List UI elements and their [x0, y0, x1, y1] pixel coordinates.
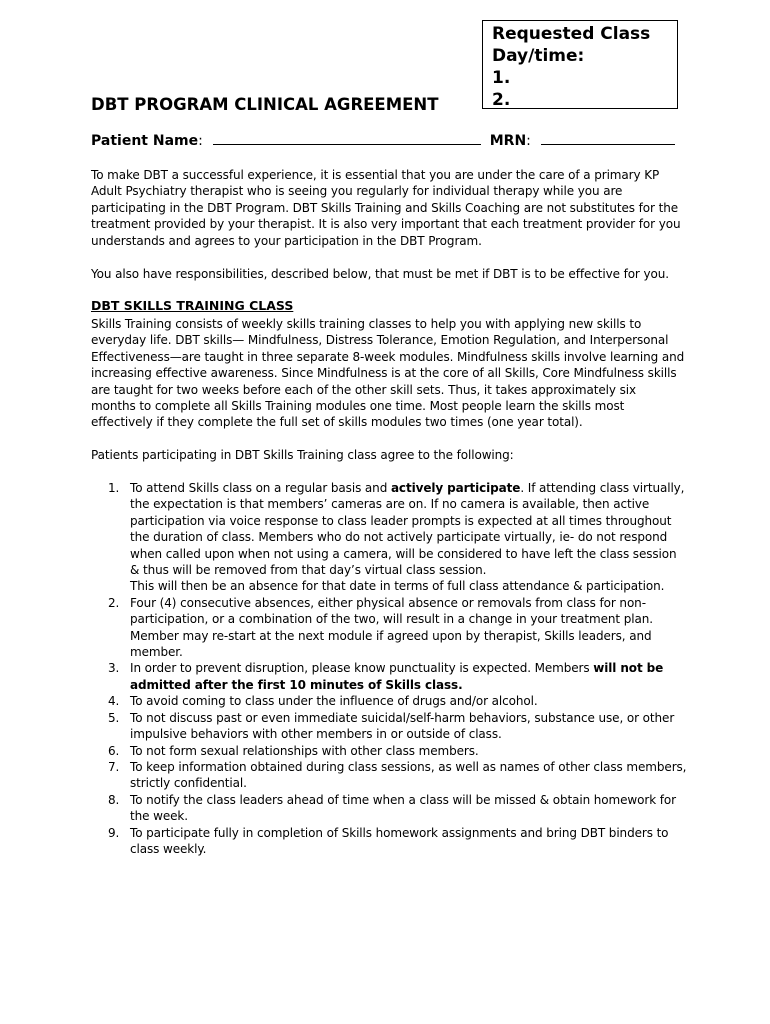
item-number: 5. — [108, 710, 120, 725]
list-item — [91, 759, 691, 792]
text-line: You also have responsibilities, described below, that must be met if DBT is to be effective for you. — [91, 267, 669, 281]
text-line — [130, 480, 691, 496]
patient-name-field[interactable] — [213, 132, 481, 145]
requested-class-label: Requested Class — [492, 24, 651, 44]
section-heading: DBT SKILLS TRAINING CLASS — [91, 298, 294, 313]
patient-name-colon: : — [198, 133, 203, 149]
emphasis-text: will not be — [593, 661, 664, 676]
mrn-label: MRN — [489, 133, 527, 149]
text-line: participation via voice response to class leader prompts is expected at all times throughout — [130, 513, 672, 528]
responsibilities-paragraph — [91, 266, 689, 282]
skills-paragraph — [91, 316, 689, 431]
item-number: 2. — [108, 595, 120, 610]
list-item — [91, 792, 691, 825]
text-line: To make DBT a successful experience, it is essential that you are under the care of a primary KP — [91, 168, 660, 182]
text-line: Skills Training consists of weekly skills training classes to help you with applying new skills to — [91, 317, 642, 331]
choice-1-label: 1. — [492, 68, 511, 88]
document-title: DBT PROGRAM CLINICAL AGREEMENT — [91, 95, 439, 114]
text-line: To participate fully in completion of Skills homework assignments and bring DBT binders to — [130, 825, 669, 840]
emphasis-text: actively participate — [390, 481, 521, 495]
text-line: participation, or a combination of the two, will result in a change in your treatment plan. — [130, 612, 653, 627]
list-item — [91, 710, 691, 743]
text-line: the duration of class. Members who do not actively participate virtually, ie- do not respond — [130, 530, 668, 545]
text-line: strictly confidential. — [130, 776, 247, 791]
item-number: 6. — [108, 743, 120, 758]
item-number: 1. — [108, 481, 120, 495]
text-run: . If attending class virtually, — [520, 481, 685, 495]
item-number: 8. — [108, 792, 120, 807]
mrn-colon: : — [526, 133, 531, 149]
mrn-field[interactable] — [541, 132, 675, 145]
agreement-intro — [91, 447, 689, 463]
text-line: the expectation is that members’ cameras are on. If no camera is available, then active — [130, 497, 650, 512]
text-line: months to complete all Skills Training modules one time. Most people learn the skills most — [91, 399, 625, 414]
item-number: 3. — [108, 661, 120, 676]
list-item — [91, 595, 691, 661]
text-line: member. — [130, 645, 183, 660]
list-item — [91, 743, 691, 759]
text-line: are taught for two weeks before each of the other skill sets. Thus, it takes approximately six — [91, 382, 636, 397]
text-line: To keep information obtained during class sessions, as well as names of other class members, — [130, 759, 687, 774]
text-line: Patients participating in DBT Skills Training class agree to the following: — [91, 448, 514, 462]
intro-paragraph — [91, 167, 689, 249]
requested-class-box[interactable] — [482, 20, 678, 109]
text-line: treatment provided by your therapist. It is also very important that each treatment provider for you — [91, 217, 681, 232]
text-line: To not form sexual relationships with other class members. — [130, 743, 479, 758]
text-line: the week. — [130, 809, 188, 824]
item-number: 9. — [108, 825, 120, 840]
item-number: 4. — [108, 694, 120, 709]
text-line — [130, 660, 691, 676]
text-line: effectively if they complete the full set of skills modules two times (one year total). — [91, 415, 583, 430]
agreement-list — [91, 480, 691, 857]
patient-info-line — [91, 132, 675, 150]
choice-2-label: 2. — [492, 90, 511, 110]
text-run: To attend Skills class on a regular basis and — [130, 481, 391, 495]
emphasis-text: admitted after the first 10 minutes of Skills class. — [130, 677, 463, 692]
text-line: everyday life. DBT skills— Mindfulness, Distress Tolerance, Emotion Regulation, and Interpersonal — [91, 333, 669, 348]
text-line: when called upon when not using a camera, will be considered to have left the class session — [130, 546, 677, 561]
item-number: 7. — [108, 759, 120, 774]
day-time-label: Day/time: — [492, 46, 585, 66]
patient-name-label: Patient Name — [91, 133, 199, 149]
text-line: To notify the class leaders ahead of time when a class will be missed & obtain homework for — [130, 792, 676, 807]
text-line: understands and agrees to your participation in the DBT Program. — [91, 233, 482, 248]
text-line: participating in the DBT Program. DBT Skills Training and Skills Coaching are not substitutes for the — [91, 200, 678, 215]
text-line: & thus will be removed from that day’s virtual class session. — [130, 563, 487, 578]
list-item — [91, 693, 691, 709]
text-line: Effectiveness—are taught in three separate 8-week modules. Mindfulness skills involve learning and — [91, 349, 685, 364]
list-item — [91, 660, 691, 693]
list-item — [91, 825, 691, 858]
text-line: This will then be an absence for that date in terms of full class attendance & participation. — [130, 579, 665, 594]
text-run: In order to prevent disruption, please know punctuality is expected. Members — [130, 661, 594, 676]
text-line: impulsive behaviors with other members in or outside of class. — [130, 727, 502, 742]
text-line: class weekly. — [130, 841, 207, 856]
text-line: Four (4) consecutive absences, either physical absence or removals from class for non- — [130, 595, 646, 610]
text-line: increasing effective awareness. Since Mindfulness is at the core of all Skills, Core Mindfulness skills — [91, 366, 677, 381]
text-line — [130, 677, 691, 693]
list-item — [91, 480, 691, 595]
text-line: Adult Psychiatry therapist who is seeing you regularly for individual therapy while you are — [91, 184, 623, 199]
text-line: To avoid coming to class under the influence of drugs and/or alcohol. — [130, 694, 538, 709]
text-line: Member may re-start at the next module if agreed upon by therapist, Skills leaders, and — [130, 628, 652, 643]
text-line: To not discuss past or even immediate suicidal/self-harm behaviors, substance use, or other — [130, 710, 675, 725]
